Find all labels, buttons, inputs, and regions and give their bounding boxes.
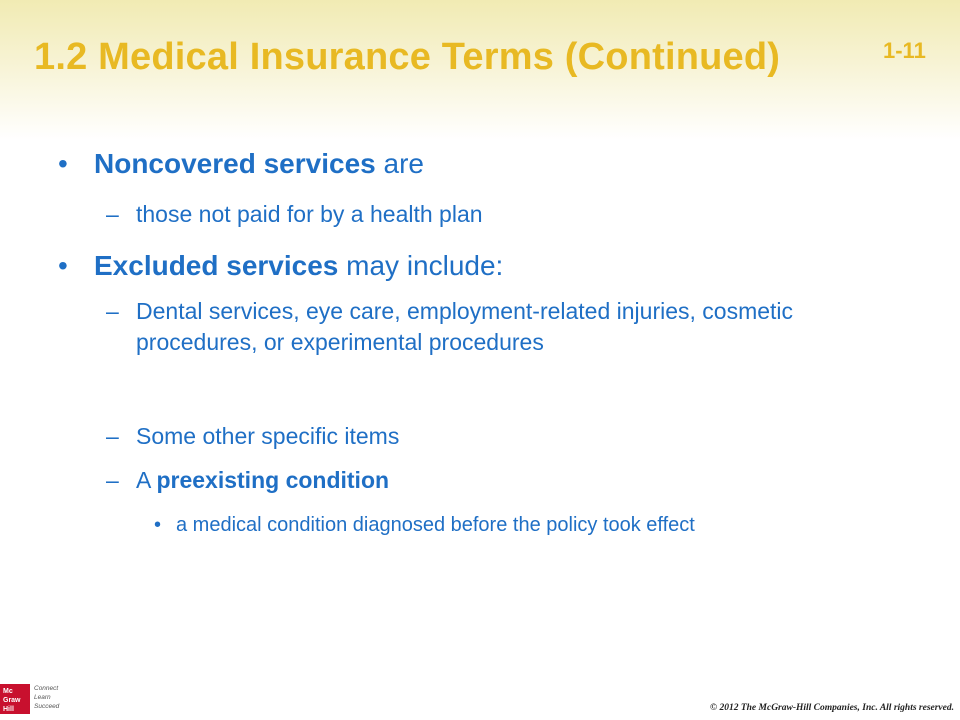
term-excluded: Excluded services [94,250,339,281]
preexisting-definition [154,514,695,537]
copyright-text: © 2012 The McGraw-Hill Companies, Inc. All rights reserved. [710,703,954,713]
logo-mc: Mc [3,688,13,695]
definition-text: a medical condition diagnosed before the policy took effect [176,514,695,536]
subitem-text: Some other specific items [136,423,400,449]
bullet-excluded [58,250,503,282]
logo-succeed: Succeed [34,703,60,710]
dash-icon: – [106,201,119,227]
bullet-dot-icon: • [58,250,68,281]
bullet-noncovered [58,148,424,180]
preexisting-prefix: A [136,467,157,493]
subitem-text: those not paid for by a health plan [136,201,483,227]
subitem-noncovered-def [106,200,866,230]
logo-hill: Hill [3,706,14,713]
subitem-excluded-list [106,296,866,358]
term-preexisting: preexisting condition [156,467,390,493]
dash-icon: – [106,467,119,493]
subitem-other-items [106,422,866,452]
bullet-rest: are [375,148,424,179]
mcgraw-hill-logo [0,674,80,716]
logo-learn: Learn [34,694,51,701]
slide-number: 1-11 [883,38,926,63]
bullet-dot-icon: • [154,514,162,536]
dash-icon: – [106,423,119,449]
logo-connect: Connect [34,685,59,692]
subitem-text: Dental services, eye care, employment-related injuries, cosmetic procedures, or experimental procedures [136,298,794,355]
bullet-rest: may include: [338,250,504,281]
subitem-preexisting [106,466,866,496]
slide-title: 1.2 Medical Insurance Terms (Continued) [34,36,781,78]
logo-graw: Graw [3,697,21,704]
bullet-dot-icon: • [58,148,68,179]
dash-icon: – [106,298,119,324]
term-noncovered: Noncovered services [94,148,376,179]
